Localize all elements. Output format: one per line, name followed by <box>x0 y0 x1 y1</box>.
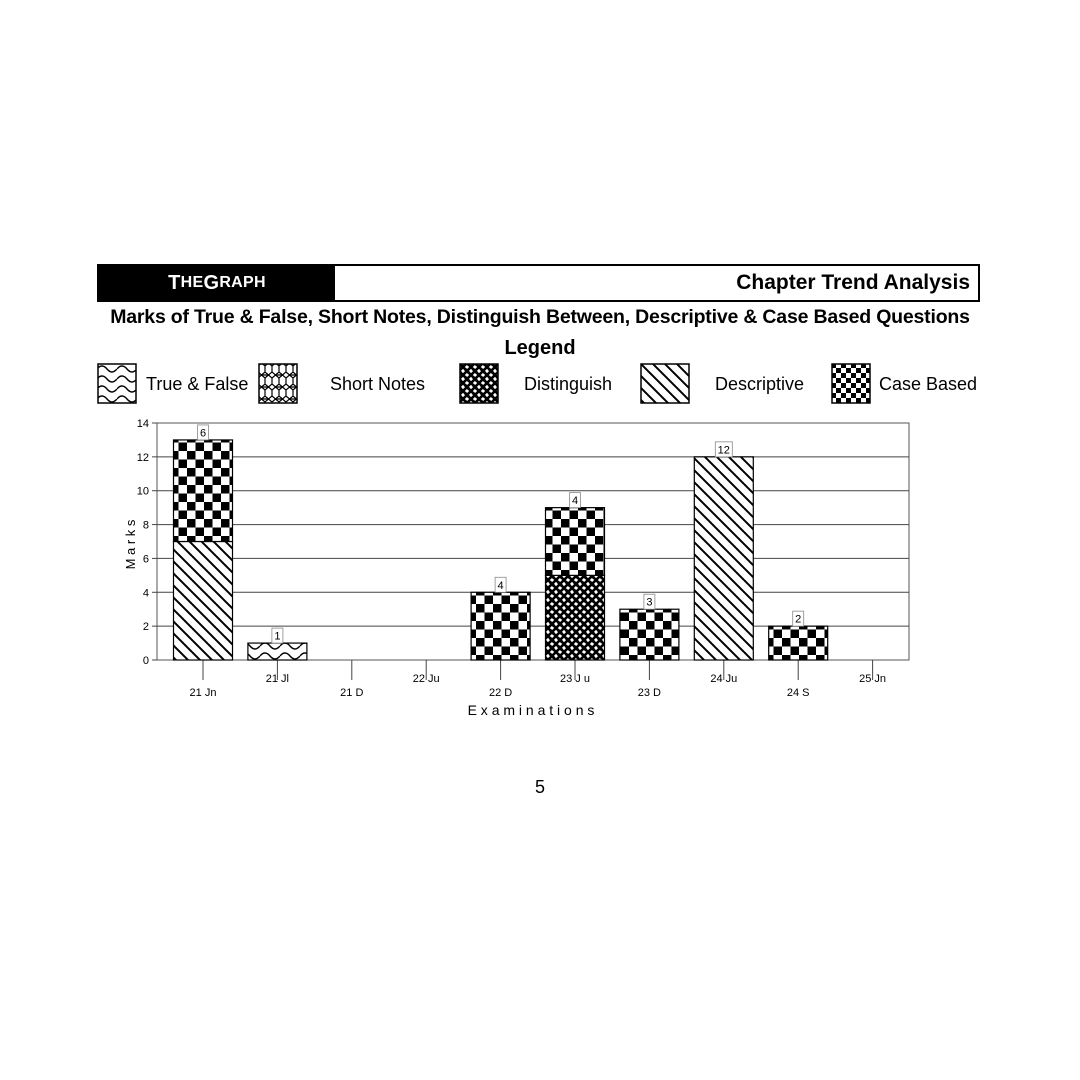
x-tick-label: 23 J u <box>560 673 590 685</box>
hexagon-mesh-icon <box>258 363 298 404</box>
y-tick-label: 8 <box>142 519 149 532</box>
page-number: 5 <box>534 777 545 797</box>
section-badge <box>99 266 335 300</box>
data-label: 6 <box>199 427 207 440</box>
data-label: 1 <box>274 630 281 643</box>
wave-icon <box>97 363 137 404</box>
diagonal-stripes-icon <box>640 363 690 404</box>
x-tick-label: 23 D <box>637 687 662 699</box>
legend-label-descriptive: Descriptive <box>715 374 805 394</box>
y-tick-label: 2 <box>142 621 149 634</box>
x-tick-label: 21 D <box>340 687 364 699</box>
legend-title: Legend <box>504 337 576 359</box>
stacked-bar-chart <box>0 400 1080 730</box>
x-tick-label: 24 Ju <box>710 673 738 685</box>
y-tick-label: 12 <box>136 451 149 464</box>
bar-descriptive <box>694 457 753 660</box>
bar-case-based <box>546 508 605 576</box>
legend-label-short-notes: Short Notes <box>330 374 426 394</box>
bar-distinguish <box>546 575 605 660</box>
y-axis-title: M a r k s <box>123 519 138 570</box>
x-tick-label: 22 Ju <box>412 673 440 685</box>
bar-case-based <box>471 592 530 660</box>
bar-case-based <box>769 626 828 660</box>
y-tick-label: 0 <box>142 655 149 667</box>
chart-subtitle: Marks of True & False, Short Notes, Distinguish Between, Descriptive & Case Based Questions <box>110 306 970 328</box>
header-bar <box>97 264 980 302</box>
y-tick-label: 6 <box>142 553 149 566</box>
data-label: 4 <box>571 495 579 508</box>
legend-label-distinguish: Distinguish <box>524 374 613 394</box>
data-label: 4 <box>497 579 504 592</box>
x-tick-label: 21 Jn <box>189 687 217 699</box>
legend-label-case-based: Case Based <box>879 374 978 394</box>
chapter-title: Chapter Trend Analysis <box>736 271 970 294</box>
x-tick-label: 22 D <box>488 687 513 699</box>
x-tick-label: 21 Jl <box>265 673 290 685</box>
bar-case-based <box>174 440 233 542</box>
badge-initial-1: T <box>168 271 181 294</box>
legend-label-true-false: True & False <box>146 374 249 394</box>
badge-initial-2: G <box>203 271 220 294</box>
y-tick-label: 14 <box>136 418 149 430</box>
data-label: 12 <box>717 444 730 457</box>
data-label: 2 <box>795 613 802 626</box>
data-label: 3 <box>646 596 653 609</box>
badge-text-1: HE <box>180 274 204 291</box>
bar-descriptive <box>174 542 233 661</box>
bar-case-based <box>620 609 679 660</box>
x-tick-label: 24 S <box>786 687 810 699</box>
checkerboard-icon <box>831 363 871 404</box>
bar-true-false <box>248 643 307 660</box>
x-tick-label: 25 Jn <box>859 673 887 685</box>
weave-icon <box>459 363 499 404</box>
y-tick-label: 4 <box>142 587 149 600</box>
badge-text-2: RAPH <box>219 274 266 291</box>
x-axis-title: E x a m i n a t i o n s <box>467 702 595 718</box>
y-tick-label: 10 <box>136 485 149 498</box>
